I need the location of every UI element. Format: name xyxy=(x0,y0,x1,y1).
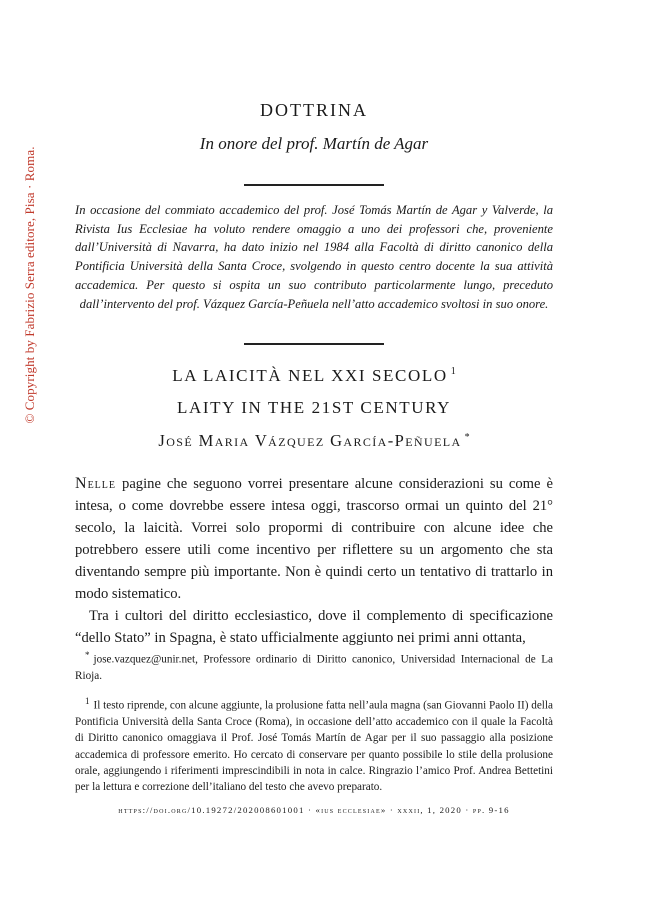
ornamental-rule-top xyxy=(244,184,384,186)
footnote-text: jose.vazquez@unir.net, Professore ordinario di Diritto canonico, Universidad Internacional de La Rioja. xyxy=(75,653,553,683)
initial-letter: N xyxy=(75,475,88,492)
footnote-ref-1[interactable]: 1 xyxy=(450,366,456,378)
section-title: DOTTRINA xyxy=(260,100,368,120)
author-name-text: José Maria Vázquez García-Peñuela xyxy=(158,431,462,450)
intro-paragraph: In occasione del commiato accademico del prof. José Tomás Martín de Agar y Valverde, la Rivista Ius Ecclesiae ha voluto rendere omaggio a uno dei professori che, proveniente dall’Università di Navarra, ha dato inizio nel 1984 alla Facoltà di diritto canonico della Pontificia Università della Santa Croce, svolgendo in questo centro docente la sua attività accademica. Per questo si ospita un suo contributo particolarmente lungo, preceduto dall’intervento del prof. Vázquez García-Peñuela nell’atto accademico svoltosi in suo onore. xyxy=(75,203,553,311)
footnote-ref-star[interactable]: * xyxy=(464,431,470,443)
paragraph-1-text: pagine che seguono vorrei presentare alcune considerazioni su come è intesa, o come dovrebbe essere intesa oggi, trascorso ormai un quinto del 21° secolo, la laicità. Vorrei solo propormi di contribuire con alcune idee che potrebbero essere utili come incentivo per riflettere su un argomento che sta diventando sempre più importante. Non è quindi certo un tentativo di trattarlo in modo sistematico. xyxy=(75,476,553,602)
footnotes xyxy=(75,647,553,804)
article-title-italian xyxy=(75,366,553,386)
article-title-italian-text: LA LAICITÀ NEL XXI SECOLO xyxy=(172,366,448,385)
copyright-notice: © Copyright by Fabrizio Serra editore, Pisa · Roma. xyxy=(22,146,37,424)
body-paragraph-1 xyxy=(75,473,553,605)
doi-line[interactable]: https://doi.org/10.19272/202008601001 · «ius ecclesiae» · xxxii, 1, 2020 · pp. 9-16 xyxy=(118,805,510,815)
author-name xyxy=(75,431,553,451)
footnote-mark: * xyxy=(85,650,90,660)
footnote-1 xyxy=(75,693,553,796)
body-paragraph-2: Tra i cultori del diritto ecclesiastico, dove il complemento di specificazione “dello Stato” in Spagna, è stato ufficialmente aggiunto nei primi anni ottanta, xyxy=(75,608,553,646)
article-title-english: LAITY IN THE 21ST CENTURY xyxy=(177,398,451,417)
footnote-text: Il testo riprende, con alcune aggiunte, la prolusione fatta nell’aula magna (san Giovanni Paolo II) della Pontificia Università della Santa Croce (Roma), in occasione dell’atto accademico con il quale la Facoltà di Diritto canonico omaggiava il Prof. José Tomás Martín de Agar per il suo passaggio alla posizione accademica di professore emerito. Ho cercato di conservare per quanto possibile lo stile della prolusione orale, aggiungendo i riferimenti imprescindibili in nota in calce. Ringrazio l’amico Prof. Andrea Bettetini per la lettura e correzione dell’italiano del testo che avevo preparato. xyxy=(75,699,553,794)
footnote-mark: 1 xyxy=(85,695,90,706)
section-subtitle: In onore del prof. Martín de Agar xyxy=(199,134,429,153)
small-caps-lead: elle xyxy=(87,476,116,492)
footnote-star xyxy=(75,647,553,685)
ornamental-rule-bottom xyxy=(244,343,384,345)
article-body xyxy=(75,473,553,649)
